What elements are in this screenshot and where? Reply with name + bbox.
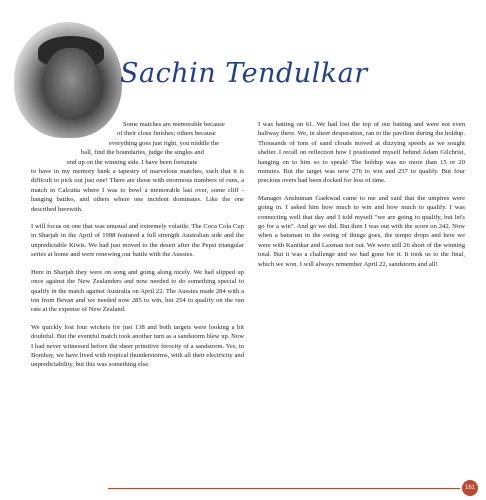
paragraph-3: Here in Sharjah they were on song and going along nicely. We had slipped up once against the New Zealanders and now needed to do something special to qualify in the match against Australia on April 22. The Aussies made 284 with a ton from Bevan and we needed now 285 to win, but 254 to qualify on the run rate at the expense of New Zealand. bbox=[31, 268, 244, 314]
page-title: Sachin Tendulkar bbox=[120, 58, 368, 89]
intro-line: ball, find the boundaries, judge the singles and bbox=[81, 149, 204, 157]
portrait-face bbox=[44, 48, 98, 118]
right-column bbox=[258, 120, 465, 277]
left-column bbox=[31, 120, 244, 378]
page-number: 161 bbox=[462, 480, 478, 496]
footer-rule bbox=[108, 488, 460, 489]
intro-line: Some matches are memorable because bbox=[123, 121, 225, 128]
paragraph-6: Manager Anshuman Gaekwad came to me and said that the umpires were going in. I asked him how much to win and how much to qualify. I was connecting well that day and I told myself "we are going to qualify, but let's go for a win". And go we did. But then I was out with the score on 242. Now when a batsman in the swing of things goes, the tempo drops and here we were with Kanitkar and Laxman not out. We were still 26 short of the winning total. But it was a challenge and we had gone for it. It took us to the final, which we won. I will always remember April 22, sandstorm and all! bbox=[258, 194, 465, 268]
paragraph-2: I will focus on one that was unusual and extremely volatile. The Coca Cola Cup in Sharjah in the April of 1998 featured a full strength Australian side and the unpredictable Kiwis. We had just moved to the desert after the Pepsi triangular series at home and were renewing our battle with the Aussies. bbox=[31, 223, 244, 259]
paragraph-text: to have in my memory bank a tapestry of marvelous matches, such that it is difficult to pick out just one! There are those with enormous numbers of runs, a match in Calcutta where I was to bowl a memorable last over, some cliff - hanging battles, and others where one incident dominates. Like the one described herewith. bbox=[31, 168, 244, 213]
paragraph-1 bbox=[31, 120, 244, 214]
paragraph-4: We quickly lost four wickets for just 138 and both targets were looking a bit doubtful. But the eventful match took another turn as a sandstorm blew up. Now I had never witnessed before the sheer primitive ferocity of a sandstorm. Yes, in Bombay, we have lived with tropical thunderstorms, with all their electricity and unpredictability, but this was something else. bbox=[31, 323, 244, 369]
intro-line: everything goes just right, you middle the bbox=[109, 139, 220, 147]
intro-line: of their close finishes; others because bbox=[117, 130, 216, 138]
paragraph-5: I was batting on 61. We had lost the top of our batting and were not even halfway there. We, in sheer desperation, ran to the pavilion during the holdup. Thousands of tons of sand clouds moved at dizzying speeds as we sought shelter. I recall on reflection how I positioned myself behind Adam Gilchrist, hanging on to him so to speak! The holdup was no more than 15 or 20 minutes. But the target was now 276 to win and 237 to qualify. But four precious overs had been docked for loss of time. bbox=[258, 121, 465, 185]
intro-line: end up on the winning side. I have been fortunate bbox=[67, 158, 198, 166]
